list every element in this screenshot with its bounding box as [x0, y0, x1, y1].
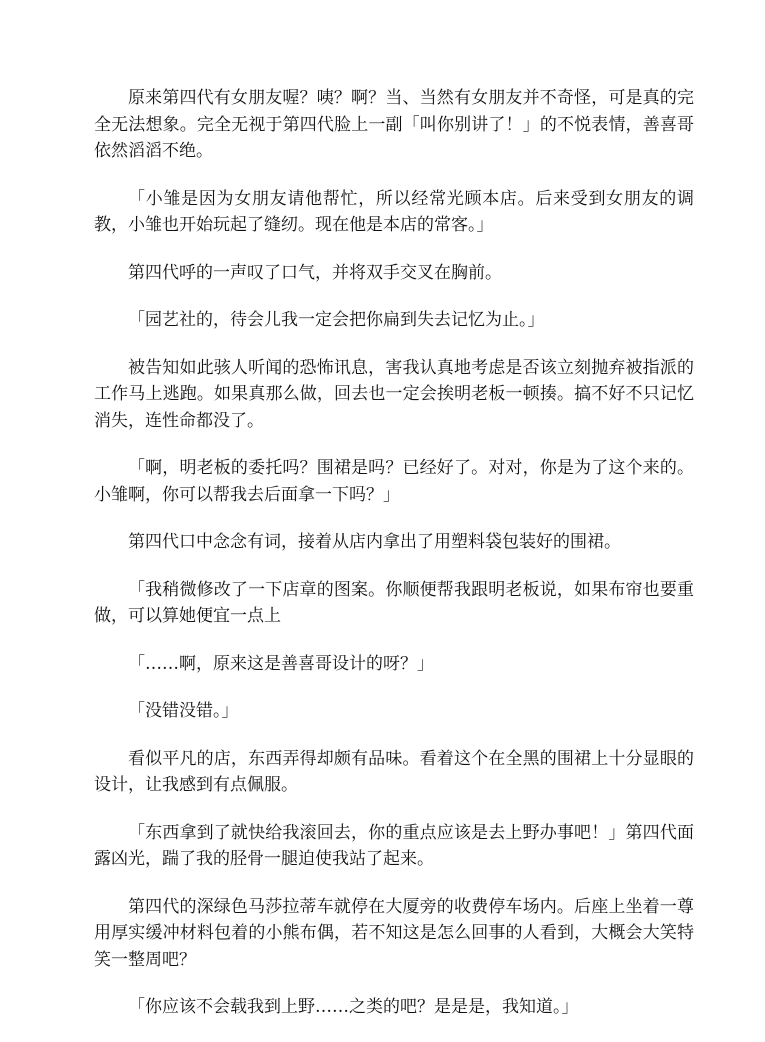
paragraph: 「小雏是因为女朋友请他帮忙，所以经常光顾本店。后来受到女朋友的调教，小雏也开始玩起了缝纫。现在他是本店的常客。」 [94, 188, 694, 235]
paragraph: 第四代的深绿色马莎拉蒂车就停在大厦旁的收费停车场内。后座上坐着一尊用厚实缓冲材料包着的小熊布偶，若不知这是怎么回事的人看到，大概会大笑特笑一整周吧？ [94, 896, 694, 970]
paragraph: 被告知如此骇人听闻的恐怖讯息，害我认真地考虑是否该立刻抛弃被指派的工作马上逃跑。如果真那么做，回去也一定会挨明老板一顿揍。搞不好不只记忆消失，连性命都没了。 [94, 357, 694, 431]
paragraph: 「没错没错。」 [128, 701, 239, 721]
paragraph: 「我稍微修改了一下店章的图案。你顺便帮我跟明老板说，如果布帘也要重做，可以算她便宜一点上 [94, 579, 694, 626]
paragraph: 「……啊，原来这是善喜哥设计的呀？」 [128, 653, 434, 674]
paragraph: 「东西拿到了就快给我滚回去，你的重点应该是去上野办事吧！」第四代面露凶光，踹了我的胫骨一腿迫使我站了起来。 [94, 822, 694, 869]
paragraph: 「你应该不会载我到上野……之类的吧？是是是，我知道。」 [128, 997, 579, 1017]
paragraph: 「啊，明老板的委托吗？围裙是吗？已经好了。对对，你是为了这个来的。小雏啊，你可以帮我去后面拿一下吗？」 [94, 458, 694, 505]
paragraph: 「园艺社的，待会儿我一定会把你扁到失去记忆为止。」 [128, 310, 545, 330]
paragraph: 原来第四代有女朋友喔？咦？啊？当、当然有女朋友并不奇怪，可是真的完全无法想象。完全无视于第四代脸上一副「叫你别讲了！」的不悦表情，善喜哥依然滔滔不绝。 [94, 88, 694, 161]
paragraph: 第四代口中念念有词，接着从店内拿出了用塑料袋包装好的围裙。 [128, 532, 621, 552]
paragraph: 看似平凡的店，东西弄得却颇有品味。看着这个在全黑的围裙上十分显眼的设计，让我感到有点佩服。 [94, 748, 694, 795]
paragraph: 第四代呼的一声叹了口气，并将双手交叉在胸前。 [128, 262, 502, 283]
document-page [94, 85, 694, 1042]
